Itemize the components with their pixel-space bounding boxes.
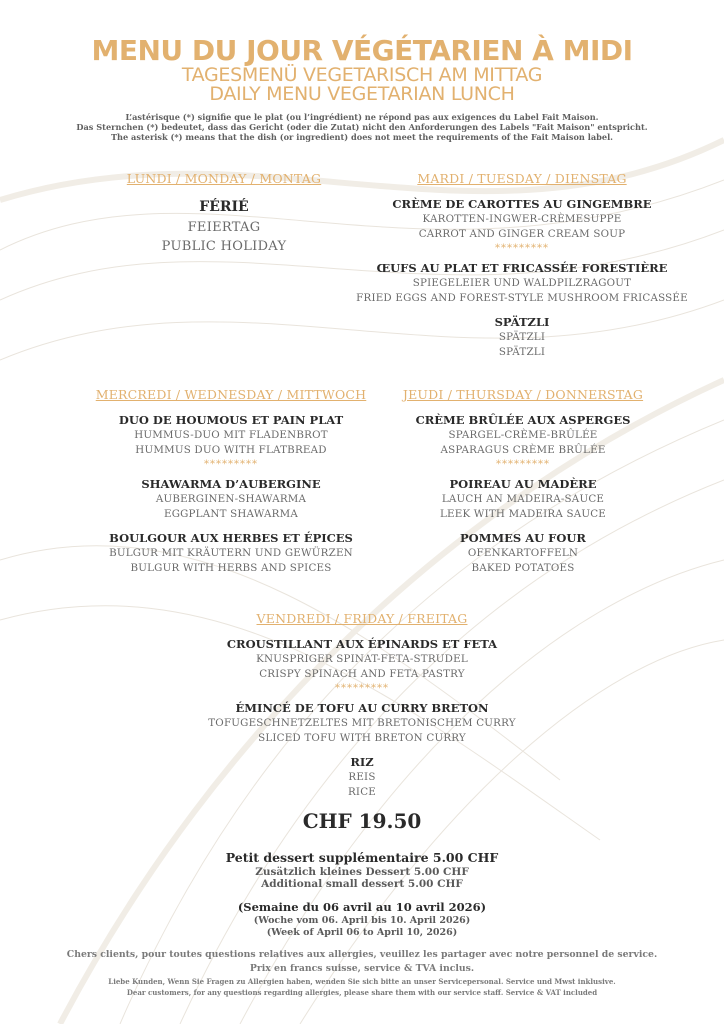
friday-main-en: SLICED TOFU WITH BRETON CURRY bbox=[258, 732, 466, 744]
wednesday-title: MERCREDI / WEDNESDAY / MITTWOCH bbox=[95, 387, 367, 402]
separator: ********* bbox=[495, 243, 549, 254]
tuesday-main-fr: ŒUFS AU PLAT ET FRICASSÉE FORESTIÈRE bbox=[376, 261, 668, 275]
thursday-starter-fr: CRÈME BRÛLÉE AUX ASPERGES bbox=[415, 413, 631, 427]
monday-section bbox=[84, 171, 364, 256]
friday-starter-de: KNUSPRIGER SPINAT-FETA-STRUDEL bbox=[256, 653, 468, 665]
friday-starter-en: CRISPY SPINACH AND FETA PASTRY bbox=[259, 668, 465, 680]
thursday-starter-en: ASPARAGUS CRÈME BRÛLÉE bbox=[440, 444, 606, 456]
monday-de: FEIERTAG bbox=[187, 220, 261, 235]
week-en: (Week of April 06 to April 10, 2026) bbox=[266, 927, 458, 938]
title-block bbox=[0, 0, 724, 142]
tuesday-side-en: SPÄTZLI bbox=[498, 346, 546, 358]
tuesday-soup-en: CARROT AND GINGER CREAM SOUP bbox=[418, 228, 626, 240]
tuesday-side-fr: SPÄTZLI bbox=[494, 315, 550, 329]
footer-de: Liebe Kunden, Wenn Sie Fragen zu Allergien haben, wenden Sie sich bitte an unser Servicepersonal. Service und Mwst inklusive. bbox=[108, 977, 616, 986]
dessert-de: Zusätzlich kleines Dessert 5.00 CHF bbox=[255, 866, 469, 878]
thursday-main-en: LEEK WITH MADEIRA SAUCE bbox=[439, 508, 607, 520]
wednesday-main-de: AUBERGINEN-SHAWARMA bbox=[155, 493, 307, 505]
separator: ********* bbox=[496, 459, 550, 470]
footer-en: Dear customers, for any questions regarding allergies, please share them with our service staff. Service & VAT included bbox=[126, 988, 598, 997]
wednesday-main-fr: SHAWARMA D’AUBERGINE bbox=[141, 477, 321, 491]
monday-en: PUBLIC HOLIDAY bbox=[161, 239, 287, 254]
tuesday-soup-fr: CRÈME DE CAROTTES AU GINGEMBRE bbox=[392, 197, 652, 211]
wednesday-starter-en: HUMMUS DUO WITH FLATBREAD bbox=[135, 444, 327, 456]
thursday-main-de: LAUCH AN MADEIRA-SAUCE bbox=[441, 493, 605, 505]
separator: ********* bbox=[204, 459, 258, 470]
friday-starter-fr: CROUSTILLANT AUX ÉPINARDS ET FETA bbox=[226, 637, 498, 651]
tuesday-side-de: SPÄTZLI bbox=[498, 331, 546, 343]
wednesday-side-fr: BOULGOUR AUX HERBES ET ÉPICES bbox=[109, 531, 353, 545]
wednesday-side-de: BULGUR MIT KRÄUTERN UND GEWÜRZEN bbox=[109, 547, 353, 559]
wednesday-starter-de: HUMMUS-DUO MIT FLADENBROT bbox=[134, 429, 328, 441]
friday-side-de: REIS bbox=[348, 771, 376, 783]
menu-price: CHF 19.50 bbox=[302, 809, 422, 833]
friday-section bbox=[162, 611, 562, 939]
note-de: Das Sternchen (*) bedeutet, dass das Gericht (oder die Zutat) nicht den Anforderungen des Labels "Fait Maison" entspricht. bbox=[76, 122, 648, 132]
wednesday-main-en: EGGPLANT SHAWARMA bbox=[163, 508, 298, 520]
thursday-starter-de: SPARGEL-CRÈME-BRÛLÉE bbox=[448, 429, 598, 441]
thursday-section bbox=[385, 387, 661, 576]
week-de: (Woche vom 06. April bis 10. April 2026) bbox=[253, 915, 471, 926]
friday-main-fr: ÉMINCÉ DE TOFU AU CURRY BRETON bbox=[235, 701, 489, 715]
friday-main-de: TOFUGESCHNETZELTES MIT BRETONISCHEM CURRY bbox=[208, 717, 516, 729]
wednesday-section bbox=[84, 387, 378, 576]
wednesday-starter-fr: DUO DE HOUMOUS ET PAIN PLAT bbox=[118, 413, 344, 427]
title-en: DAILY MENU VEGETARIAN LUNCH bbox=[209, 83, 515, 105]
dessert-fr: Petit dessert supplémentaire 5.00 CHF bbox=[225, 850, 499, 865]
tuesday-soup-de: KAROTTEN-INGWER-CRÈMESUPPE bbox=[422, 213, 622, 225]
title-de: TAGESMENÜ VEGETARISCH AM MITTAG bbox=[181, 64, 543, 86]
note-en: The asterisk (*) means that the dish (or ingredient) does not meet the requirements of the Fait Maison label. bbox=[110, 132, 614, 142]
thursday-side-fr: POMMES AU FOUR bbox=[460, 531, 586, 545]
monday-fr: FÉRIÉ bbox=[199, 199, 249, 215]
friday-side-en: RICE bbox=[347, 786, 376, 798]
friday-side-fr: RIZ bbox=[350, 755, 374, 769]
thursday-title: JEUDI / THURSDAY / DONNERSTAG bbox=[402, 387, 644, 402]
footer-price-note-fr: Prix en francs suisse, service & TVA inclus. bbox=[249, 963, 475, 974]
friday-title: VENDREDI / FRIDAY / FREITAG bbox=[256, 611, 468, 626]
footer bbox=[0, 948, 724, 998]
tuesday-title: MARDI / TUESDAY / DIENSTAG bbox=[417, 171, 627, 186]
thursday-side-en: BAKED POTATOES bbox=[471, 562, 575, 574]
footer-allergy-fr: Chers clients, pour toutes questions relatives aux allergies, veuillez les partager avec notre personnel de service. bbox=[66, 949, 658, 960]
label-notes bbox=[0, 112, 724, 142]
monday-title: LUNDI / MONDAY / MONTAG bbox=[126, 171, 322, 186]
thursday-side-de: OFENKARTOFFELN bbox=[467, 547, 579, 559]
tuesday-section bbox=[352, 171, 692, 360]
separator: ********* bbox=[335, 683, 389, 694]
dessert-en: Additional small dessert 5.00 CHF bbox=[261, 878, 463, 890]
thursday-main-fr: POIREAU AU MADÈRE bbox=[449, 477, 597, 491]
wednesday-side-en: BULGUR WITH HERBS AND SPICES bbox=[130, 562, 332, 574]
tuesday-main-en: FRIED EGGS AND FOREST-STYLE MUSHROOM FRICASSÉE bbox=[356, 292, 688, 304]
week-fr: (Semaine du 06 avril au 10 avril 2026) bbox=[237, 900, 487, 914]
title-fr: MENU DU JOUR VÉGÉTARIEN À MIDI bbox=[91, 34, 633, 67]
tuesday-main-de: SPIEGELEIER UND WALDPILZRAGOUT bbox=[412, 277, 632, 289]
note-fr: L’astérisque (*) signifie que le plat (ou l’ingrédient) ne répond pas aux exigences du Label Fait Maison. bbox=[125, 112, 599, 122]
